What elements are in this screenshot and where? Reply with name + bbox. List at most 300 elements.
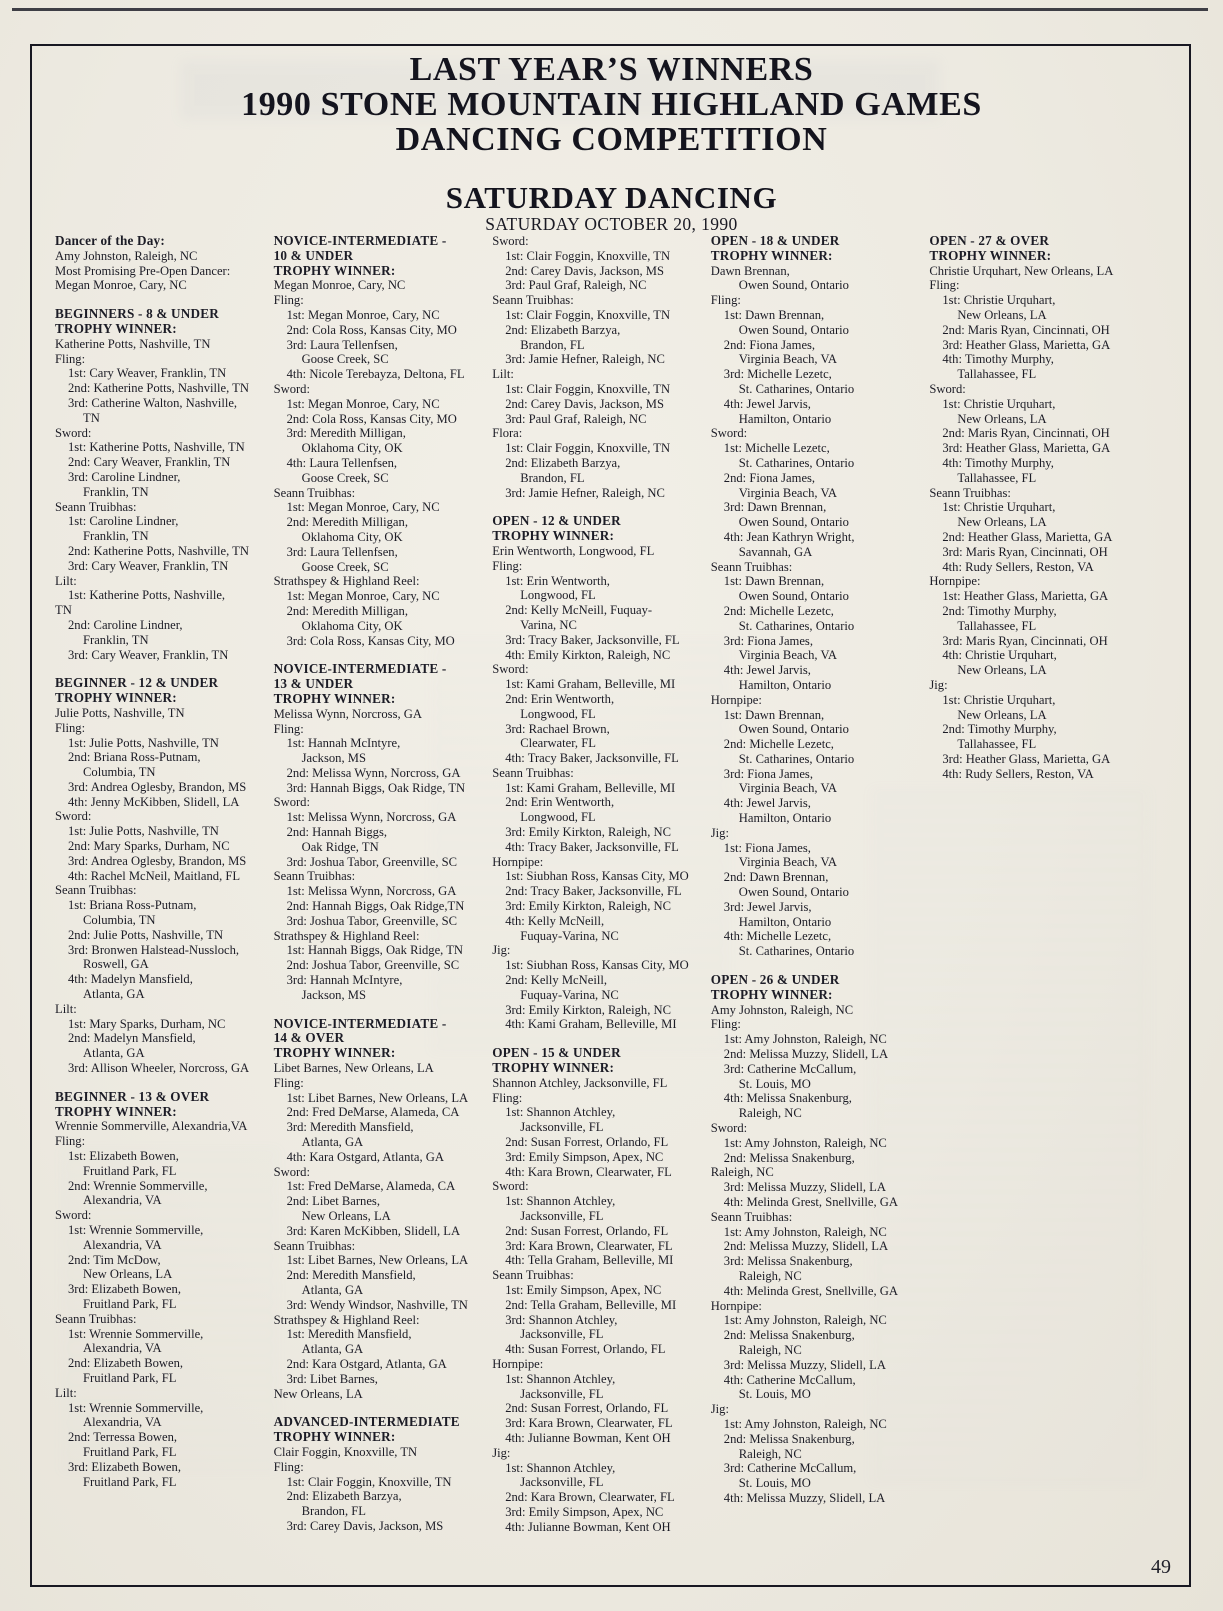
text-line: 4th: Susan Forrest, Orlando, FL — [505, 1342, 666, 1357]
text-line: Seann Truibhas: — [492, 1268, 574, 1283]
text-line: 2nd: Katherine Potts, Nashville, TN — [68, 543, 249, 558]
heading-line: TROPHY WINNER: — [929, 247, 1052, 263]
text-line: Fling: — [273, 1075, 304, 1090]
text-line: 4th: Jenny McKibben, Slidell, LA — [68, 794, 240, 809]
text-line: 3rd: Libet Barnes, — [286, 1371, 378, 1386]
text-line: 3rd: Rachael Brown, — [505, 721, 610, 736]
text-line: Fling: — [55, 1134, 86, 1149]
heading-line: NOVICE-INTERMEDIATE - — [273, 1015, 447, 1031]
heading-line: Dancer of the Day: — [55, 233, 165, 248]
text-line: 2nd: Tracy Baker, Jacksonville, FL — [505, 884, 682, 899]
text-line: 1st: Erin Wentworth, — [505, 573, 610, 588]
text-line: Brandon, FL — [301, 1504, 366, 1519]
text-line: 1st: Katherine Potts, Nashville, TN — [68, 440, 245, 455]
text-line: Fling: — [273, 721, 304, 736]
text-line: Longwood, FL — [520, 706, 596, 721]
text-line: 4th: Catherine McCallum, — [723, 1372, 856, 1387]
heading-line: TROPHY WINNER: — [710, 247, 833, 263]
text-line: 2nd: Katherine Potts, Nashville, TN — [68, 381, 249, 396]
column-1 — [55, 234, 263, 1489]
text-line: Varina, NC — [520, 617, 577, 632]
text-line: Fling: — [710, 293, 741, 308]
text-line: 3rd: Hannah Biggs, Oak Ridge, TN — [286, 780, 466, 795]
text-line: Franklin, TN — [83, 632, 149, 647]
text-line: 4th: Tracy Baker, Jacksonville, FL — [505, 751, 679, 766]
text-line: Hornpipe: — [710, 692, 762, 707]
heading-line: 13 & UNDER — [273, 676, 354, 692]
text-line: 1st: Melissa Wynn, Norcross, GA — [286, 884, 457, 899]
text-line: 1st: Siubhan Ross, Kansas City, MO — [505, 958, 689, 973]
text-line: Seann Truibhas: — [492, 765, 574, 780]
text-line: 4th: Melissa Snakenburg, — [723, 1091, 852, 1106]
text-line: Owen Sound, Ontario — [738, 885, 849, 900]
text-line: 2nd: Melissa Muzzy, Slidell, LA — [723, 1239, 889, 1254]
text-line: Seann Truibhas: — [710, 559, 793, 574]
text-line: 1st: Emily Simpson, Apex, NC — [505, 1282, 662, 1297]
text-line: 1st: Fiona James, — [723, 840, 811, 855]
text-line: 3rd: Michelle Lezetc, — [723, 367, 832, 382]
text-line: 1st: Christie Urquhart, — [942, 293, 1056, 308]
text-line: 3rd: Cola Ross, Kansas City, MO — [286, 633, 455, 648]
text-line: 3rd: Catherine McCallum, — [723, 1061, 857, 1076]
heading-line: NOVICE-INTERMEDIATE - — [273, 233, 447, 248]
text-line: Christie Urquhart, New Orleans, LA — [929, 263, 1114, 278]
text-line: 3rd: Jamie Hefner, Raleigh, NC — [505, 485, 665, 500]
text-line: Jacksonville, FL — [520, 1475, 604, 1490]
text-line: 3rd: Meredith Mansfield, — [286, 1120, 414, 1135]
text-line: 4th: Nicole Terebayza, Deltona, FL — [286, 367, 465, 382]
text-line: 2nd: Julie Potts, Nashville, TN — [68, 927, 224, 942]
text-line: 1st: Clair Foggin, Knoxville, TN — [505, 307, 671, 322]
text-line: Goose Creek, SC — [301, 470, 389, 485]
text-line: New Orleans, LA — [83, 1267, 173, 1282]
text-line: 2nd: Melissa Muzzy, Slidell, LA — [723, 1047, 889, 1062]
text-line: 2nd: Dawn Brennan, — [723, 870, 829, 885]
results-columns — [55, 234, 1137, 1535]
text-line: Jig: — [492, 943, 511, 958]
text-line: Megan Monroe, Cary, NC — [273, 278, 406, 293]
text-line: Fling: — [710, 1017, 741, 1032]
heading-line: 14 & OVER — [273, 1030, 345, 1046]
text-line: 1st: Caroline Lindner, — [68, 514, 179, 529]
text-line: 1st: Christie Urquhart, — [942, 396, 1056, 411]
text-line: 1st: Shannon Atchley, — [505, 1194, 616, 1209]
text-line: Fuquay-Varina, NC — [520, 987, 619, 1002]
text-line: Longwood, FL — [520, 588, 596, 603]
text-line: 2nd: Kelly McNeill, — [505, 973, 607, 988]
text-line: Lilt: — [492, 367, 514, 382]
text-line: Amy Johnston, Raleigh, NC — [710, 1002, 854, 1017]
text-line: Sword: — [492, 234, 529, 248]
text-line: 2nd: Carey Davis, Jackson, MS — [505, 263, 664, 278]
text-line: St. Catharines, Ontario — [738, 751, 855, 766]
text-line: 2nd: Wrennie Sommerville, — [68, 1178, 208, 1193]
text-line: 2nd: Fiona James, — [723, 470, 816, 485]
text-line: 1st: Michelle Lezetc, — [723, 441, 830, 456]
text-line: Columbia, TN — [83, 765, 156, 780]
text-line: Sword: — [710, 1121, 748, 1136]
text-line: 4th: Julianne Bowman, Kent OH — [505, 1430, 671, 1445]
text-line: 4th: Jewel Jarvis, — [723, 663, 811, 678]
text-line: Lilt: — [55, 1001, 77, 1016]
text-line: Franklin, TN — [83, 484, 149, 499]
text-line: 1st: Amy Johnston, Raleigh, NC — [723, 1224, 887, 1239]
text-line: 3rd: Melissa Muzzy, Slidell, LA — [723, 1180, 886, 1195]
text-line: Seann Truibhas: — [492, 293, 574, 308]
title-line-1: LAST YEAR’S WINNERS — [409, 51, 814, 88]
text-line: Fling: — [929, 278, 960, 293]
text-line: Virginia Beach, VA — [738, 485, 838, 500]
text-line: 2nd: Timothy Murphy, — [942, 722, 1057, 737]
text-line: Flora: — [492, 426, 523, 441]
text-line: 2nd: Melissa Snakenburg, — [723, 1431, 855, 1446]
text-line: Shannon Atchley, Jacksonville, FL — [492, 1075, 668, 1090]
text-line: Sword: — [55, 425, 92, 440]
text-line: 2nd: Terressa Bowen, — [68, 1430, 178, 1445]
text-line: 4th: Michelle Lezetc, — [723, 929, 832, 944]
text-line: 2nd: Susan Forrest, Orlando, FL — [505, 1135, 669, 1150]
text-line: 2nd: Maris Ryan, Cincinnati, OH — [942, 426, 1110, 441]
text-line: 3rd: Cary Weaver, Franklin, TN — [68, 647, 229, 662]
text-line: Tallahassee, FL — [957, 470, 1037, 485]
text-line: 3rd: Andrea Oglesby, Brandon, MS — [68, 853, 247, 868]
heading-line: TROPHY WINNER: — [55, 320, 177, 336]
text-line: Fling: — [492, 558, 523, 573]
text-line: 2nd: Cary Weaver, Franklin, TN — [68, 455, 231, 470]
text-line: St. Louis, MO — [738, 1076, 811, 1091]
text-line: Seann Truibhas: — [55, 499, 137, 514]
text-line: 2nd: Mary Sparks, Durham, NC — [68, 839, 230, 854]
text-line: Sword: — [273, 1164, 310, 1179]
text-line: Seann Truibhas: — [929, 485, 1011, 500]
text-line: 1st: Mary Sparks, Durham, NC — [68, 1016, 226, 1031]
text-line: Hornpipe: — [492, 1356, 544, 1371]
text-line: 2nd: Fiona James, — [723, 337, 816, 352]
text-line: Fling: — [273, 1459, 304, 1474]
text-line: New Orleans, LA — [957, 707, 1047, 722]
text-line: 3rd: Wendy Windsor, Nashville, TN — [286, 1297, 468, 1312]
text-line: 1st: Amy Johnston, Raleigh, NC — [723, 1135, 887, 1150]
text-line: 2nd: Maris Ryan, Cincinnati, OH — [942, 322, 1110, 337]
text-line: 2nd: Hannah Biggs, Oak Ridge,TN — [286, 899, 465, 914]
text-line: 4th: Jean Kathryn Wright, — [723, 529, 855, 544]
text-line: Virginia Beach, VA — [738, 855, 838, 870]
text-line: 1st: Katherine Potts, Nashville, — [68, 588, 226, 603]
text-line: Alexandria, VA — [83, 1193, 162, 1208]
text-line: Oak Ridge, TN — [301, 839, 379, 854]
text-line: Fruitland Park, FL — [83, 1444, 177, 1459]
text-line: Dawn Brennan, — [710, 263, 790, 278]
text-line: 3rd: Cary Weaver, Franklin, TN — [68, 558, 229, 573]
text-line: 3rd: Andrea Oglesby, Brandon, MS — [68, 779, 247, 794]
text-line: Raleigh, NC — [738, 1342, 802, 1357]
text-line: Goose Creek, SC — [301, 352, 389, 367]
text-line: 2nd: Kara Brown, Clearwater, FL — [505, 1490, 675, 1505]
text-line: Owen Sound, Ontario — [738, 589, 849, 604]
text-line: Atlanta, GA — [83, 1046, 145, 1061]
text-line: 1st: Cary Weaver, Franklin, TN — [68, 366, 227, 381]
text-line: 4th: Timothy Murphy, — [942, 352, 1054, 367]
text-line: Fruitland Park, FL — [83, 1163, 177, 1178]
text-line: 3rd: Bronwen Halstead-Nussloch, — [68, 942, 240, 957]
title-line-2: 1990 STONE MOUNTAIN HIGHLAND GAMES — [241, 86, 982, 123]
text-line: 4th: Jewel Jarvis, — [723, 796, 811, 811]
text-line: 4th: Timothy Murphy, — [942, 455, 1054, 470]
text-line: Hamilton, Ontario — [738, 411, 832, 426]
text-line: St. Louis, MO — [738, 1476, 811, 1491]
text-line: 1st: Christie Urquhart, — [942, 692, 1056, 707]
text-line: 2nd: Elizabeth Barzya, — [505, 455, 621, 470]
text-line: 3rd: Tracy Baker, Jacksonville, FL — [505, 632, 680, 647]
text-line: 3rd: Heather Glass, Marietta, GA — [942, 337, 1111, 352]
text-line: Jacksonville, FL — [520, 1120, 604, 1135]
text-line: St. Catharines, Ontario — [738, 618, 855, 633]
text-line: Alexandria, VA — [83, 1341, 162, 1356]
text-line: 1st: Melissa Wynn, Norcross, GA — [286, 810, 457, 825]
text-line: St. Catharines, Ontario — [738, 944, 855, 959]
text-line: 1st: Libet Barnes, New Orleans, LA — [286, 1253, 469, 1268]
text-line: Atlanta, GA — [301, 1135, 364, 1150]
text-line: Brandon, FL — [520, 470, 585, 485]
text-line: Clair Foggin, Knoxville, TN — [273, 1444, 418, 1459]
text-line: Atlanta, GA — [301, 1282, 364, 1297]
heading-line: TROPHY WINNER: — [55, 690, 177, 706]
text-line: Jig: — [492, 1445, 511, 1460]
text-line: Amy Johnston, Raleigh, NC — [55, 248, 198, 263]
text-line: 1st: Heather Glass, Marietta, GA — [942, 589, 1109, 604]
text-line: Alexandria, VA — [83, 1415, 162, 1430]
text-line: 1st: Kami Graham, Belleville, MI — [505, 780, 676, 795]
text-line: 3rd: Carey Davis, Jackson, MS — [286, 1518, 444, 1533]
page-top-edge — [12, 8, 1208, 11]
text-line: 1st: Amy Johnston, Raleigh, NC — [723, 1416, 887, 1431]
text-line: Longwood, FL — [520, 810, 596, 825]
text-line: 4th: Christie Urquhart, — [942, 648, 1057, 663]
heading-line: TROPHY WINNER: — [273, 1045, 396, 1061]
text-line: New Orleans, LA — [957, 411, 1047, 426]
text-line: 2nd: Erin Wentworth, — [505, 691, 615, 706]
text-line: 1st: Hannah Biggs, Oak Ridge, TN — [286, 943, 464, 958]
text-line: 1st: Shannon Atchley, — [505, 1371, 616, 1386]
text-line: 3rd: Allison Wheeler, Norcross, GA — [68, 1061, 250, 1076]
text-line: Oklahoma City, OK — [301, 529, 403, 544]
text-line: 2nd: Meredith Milligan, — [286, 603, 408, 618]
heading-line: OPEN - 12 & UNDER — [492, 513, 621, 529]
text-line: Jig: — [710, 1402, 729, 1417]
text-line: 4th: Laura Tellenfsen, — [286, 455, 398, 470]
text-line: 2nd: Carey Davis, Jackson, MS — [505, 396, 664, 411]
text-line: Hornpipe: — [929, 574, 981, 589]
text-line: Julie Potts, Nashville, TN — [55, 705, 185, 720]
text-line: 2nd: Melissa Snakenburg, — [723, 1150, 855, 1165]
text-line: 2nd: Tim McDow, — [68, 1252, 161, 1267]
text-line: Seann Truibhas: — [273, 485, 356, 500]
text-line: 2nd: Briana Ross-Putnam, — [68, 750, 201, 765]
text-line: Hamilton, Ontario — [738, 677, 832, 692]
text-line: 2nd: Melissa Snakenburg, — [723, 1328, 855, 1343]
text-line: 2nd: Elizabeth Bowen, — [68, 1356, 184, 1371]
text-line: 3rd: Melissa Muzzy, Slidell, LA — [723, 1357, 886, 1372]
text-line: 3rd: Meredith Milligan, — [286, 426, 406, 441]
text-line: 2nd: Susan Forrest, Orlando, FL — [505, 1401, 669, 1416]
column-2 — [274, 234, 482, 1534]
text-line: Alexandria, VA — [83, 1237, 162, 1252]
heading-line: TROPHY WINNER: — [55, 1103, 177, 1119]
heading-line: OPEN - 27 & OVER — [929, 233, 1050, 248]
text-line: Atlanta, GA — [301, 1342, 364, 1357]
text-line: 4th: Madelyn Mansfield, — [68, 972, 193, 987]
text-line: Seann Truibhas: — [273, 1238, 356, 1253]
text-line: Lilt: — [55, 573, 77, 588]
text-line: Owen Sound, Ontario — [738, 278, 849, 293]
text-line: Owen Sound, Ontario — [738, 722, 849, 737]
text-line: 3rd: Paul Graf, Raleigh, NC — [505, 411, 647, 426]
text-line: 3rd: Elizabeth Bowen, — [68, 1459, 181, 1474]
text-line: Roswell, GA — [83, 957, 149, 972]
text-line: 1st: Clair Foggin, Knoxville, TN — [505, 248, 671, 263]
text-line: Virginia Beach, VA — [738, 781, 838, 796]
text-line: 1st: Clair Foggin, Knoxville, TN — [286, 1474, 452, 1489]
text-line: 1st: Kami Graham, Belleville, MI — [505, 677, 676, 692]
text-line: 3rd: Kara Brown, Clearwater, FL — [505, 1416, 673, 1431]
text-line: 2nd: Meredith Mansfield, — [286, 1268, 416, 1283]
text-line: Raleigh, NC — [738, 1268, 802, 1283]
text-line: 3rd: Caroline Lindner, — [68, 469, 181, 484]
text-line: Jig: — [710, 825, 729, 840]
text-line: 2nd: Erin Wentworth, — [505, 795, 615, 810]
text-line: 2nd: Elizabeth Barzya, — [505, 322, 621, 337]
text-line: 2nd: Michelle Lezetc, — [723, 737, 834, 752]
text-line: Fruitland Park, FL — [83, 1474, 177, 1489]
text-line: 3rd: Dawn Brennan, — [723, 500, 827, 515]
text-line: Sword: — [55, 1208, 92, 1223]
section-subtitle: SATURDAY DANCING — [445, 180, 778, 215]
text-line: 2nd: Hannah Biggs, — [286, 825, 387, 840]
text-line: 1st: Meredith Mansfield, — [286, 1327, 412, 1342]
text-line: 4th: Tracy Baker, Jacksonville, FL — [505, 839, 679, 854]
text-line: 3rd: Emily Kirkton, Raleigh, NC — [505, 899, 671, 914]
text-line: Fling: — [273, 293, 304, 308]
text-line: 3rd: Paul Graf, Raleigh, NC — [505, 278, 647, 293]
text-line: 3rd: Emily Kirkton, Raleigh, NC — [505, 825, 671, 840]
text-line: 1st: Christie Urquhart, — [942, 500, 1056, 515]
text-line: 4th: Jewel Jarvis, — [723, 396, 811, 411]
heading-line: TROPHY WINNER: — [273, 262, 396, 278]
text-line: 3rd: Maris Ryan, Cincinnati, OH — [942, 544, 1108, 559]
text-line: Raleigh, NC — [738, 1106, 802, 1121]
text-line: St. Louis, MO — [738, 1387, 811, 1402]
heading-line: ADVANCED-INTERMEDIATE — [273, 1414, 460, 1430]
text-line: Megan Monroe, Cary, NC — [55, 278, 187, 293]
text-line: 3rd: Hannah McIntyre, — [286, 973, 403, 988]
text-line: 3rd: Laura Tellenfsen, — [286, 337, 398, 352]
text-line: Hornpipe: — [710, 1298, 762, 1313]
text-line: Owen Sound, Ontario — [738, 322, 849, 337]
text-line: St. Catharines, Ontario — [738, 381, 855, 396]
text-line: Jacksonville, FL — [520, 1327, 604, 1342]
text-line: 3rd: Emily Simpson, Apex, NC — [505, 1149, 664, 1164]
text-line: 1st: Megan Monroe, Cary, NC — [286, 589, 440, 604]
text-line: 3rd: Elizabeth Bowen, — [68, 1282, 181, 1297]
text-line: 2nd: Melissa Wynn, Norcross, GA — [286, 765, 461, 780]
text-line: Sword: — [55, 809, 92, 824]
text-line: 1st: Wrennie Sommerville, — [68, 1326, 204, 1341]
heading-line: 10 & UNDER — [273, 247, 354, 263]
text-line: 2nd: Heather Glass, Marietta, GA — [942, 529, 1113, 544]
text-line: 1st: Shannon Atchley, — [505, 1460, 616, 1475]
text-line: Sword: — [492, 1179, 529, 1194]
text-line: 3rd: Maris Ryan, Cincinnati, OH — [942, 633, 1108, 648]
text-line: Hornpipe: — [492, 854, 544, 869]
text-line: St. Catharines, Ontario — [738, 455, 855, 470]
text-line: Virginia Beach, VA — [738, 648, 838, 663]
text-line: 4th: Rudy Sellers, Reston, VA — [942, 766, 1094, 781]
heading-line: OPEN - 18 & UNDER — [710, 233, 840, 248]
text-line: Fruitland Park, FL — [83, 1370, 177, 1385]
text-line: 3rd: Kara Brown, Clearwater, FL — [505, 1238, 673, 1253]
text-line: 4th: Melinda Grest, Snellville, GA — [723, 1283, 898, 1298]
text-line: Jackson, MS — [301, 751, 366, 766]
text-line: Fruitland Park, FL — [83, 1296, 177, 1311]
text-line: 4th: Kara Brown, Clearwater, FL — [505, 1164, 672, 1179]
column-3 — [492, 234, 700, 1535]
heading-line: TROPHY WINNER: — [492, 528, 615, 544]
text-line: Lilt: — [55, 1385, 77, 1400]
text-line: 1st: Clair Foggin, Knoxville, TN — [505, 441, 671, 456]
text-line: 3rd: Jamie Hefner, Raleigh, NC — [505, 352, 665, 367]
text-line: Raleigh, NC — [738, 1446, 802, 1461]
text-line: Hamilton, Ontario — [738, 914, 832, 929]
text-line: 2nd: Tella Graham, Belleville, MI — [505, 1297, 677, 1312]
text-line: 2nd: Timothy Murphy, — [942, 603, 1057, 618]
text-line: 1st: Amy Johnston, Raleigh, NC — [723, 1032, 887, 1047]
text-line: 1st: Siubhan Ross, Kansas City, MO — [505, 869, 689, 884]
text-line: 4th: Julianne Bowman, Kent OH — [505, 1519, 671, 1534]
heading-line: BEGINNER - 12 & UNDER — [55, 675, 219, 691]
heading-line: TROPHY WINNER: — [710, 986, 833, 1002]
text-line: 2nd: Joshua Tabor, Greenville, SC — [286, 958, 460, 973]
text-line: 2nd: Cola Ross, Kansas City, MO — [286, 322, 457, 337]
event-date: SATURDAY OCTOBER 20, 1990 — [485, 214, 738, 234]
text-line: 1st: Briana Ross-Putnam, — [68, 898, 197, 913]
text-line: Strathspey & Highland Reel: — [273, 1312, 420, 1327]
text-line: 4th: Kara Ostgard, Atlanta, GA — [286, 1149, 444, 1164]
text-line: Jacksonville, FL — [520, 1386, 604, 1401]
text-line: 3rd: Fiona James, — [723, 766, 813, 781]
text-line: TN — [55, 603, 72, 618]
text-line: 2nd: Libet Barnes, — [286, 1194, 380, 1209]
text-line: TN — [83, 410, 100, 425]
text-line: Oklahoma City, OK — [301, 441, 403, 456]
heading-line: BEGINNER - 13 & OVER — [55, 1088, 210, 1104]
text-line: 3rd: Emily Simpson, Apex, NC — [505, 1504, 664, 1519]
text-line: Clearwater, FL — [520, 736, 596, 751]
text-line: 3rd: Emily Kirkton, Raleigh, NC — [505, 1002, 671, 1017]
heading-line: OPEN - 26 & UNDER — [710, 972, 840, 988]
text-line: 1st: Julie Potts, Nashville, TN — [68, 735, 219, 750]
text-line: 1st: Wrennie Sommerville, — [68, 1400, 204, 1415]
text-line: 2nd: Fred DeMarse, Alameda, CA — [286, 1105, 460, 1120]
column-5 — [929, 234, 1137, 781]
column-4 — [711, 234, 919, 1506]
text-line: 3rd: Karen McKibben, Slidell, LA — [286, 1223, 461, 1238]
text-line: 2nd: Michelle Lezetc, — [723, 603, 834, 618]
text-line: New Orleans, LA — [957, 663, 1047, 678]
text-line: 3rd: Catherine Walton, Nashville, — [68, 395, 238, 410]
text-line: Jig: — [929, 677, 948, 692]
text-line: 3rd: Joshua Tabor, Greenville, SC — [286, 854, 458, 869]
heading-line: TROPHY WINNER: — [273, 690, 396, 706]
